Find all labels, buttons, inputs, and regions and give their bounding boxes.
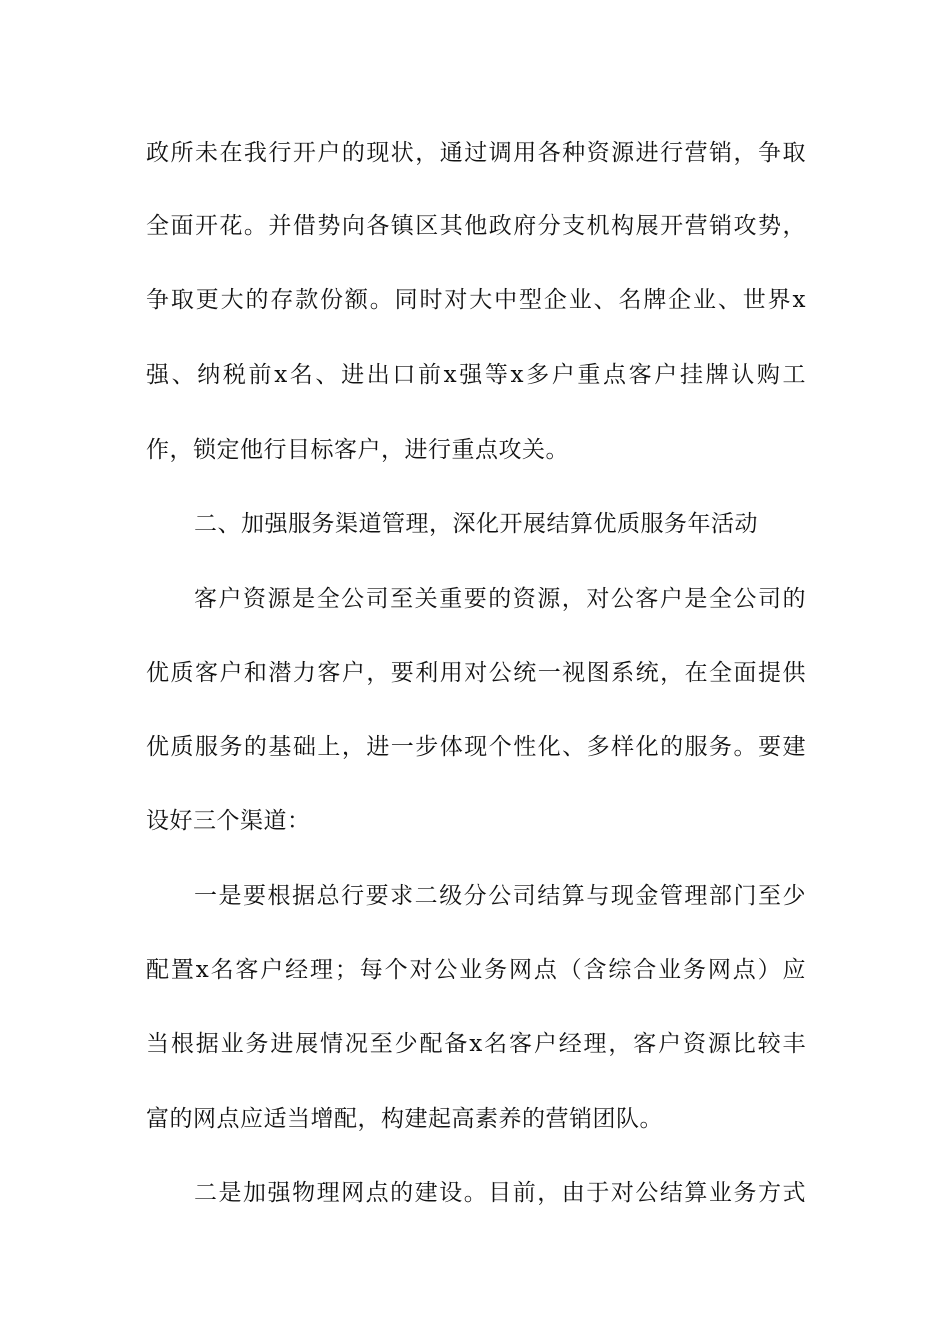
paragraph-line-12: 当根据业务进展情况至少配备x名客户经理，客户资源比较丰 (146, 1031, 806, 1057)
paragraph-line-3: 争取更大的存款份额。同时对大中型企业、名牌企业、世界x (146, 287, 806, 313)
paragraph-line-5: 作，锁定他行目标客户，进行重点攻关。 (146, 437, 569, 463)
paragraph-line-14: 二是加强物理网点的建设。目前，由于对公结算业务方式 (194, 1180, 806, 1206)
paragraph-line-8: 优质服务的基础上，进一步体现个性化、多样化的服务。要建 (146, 734, 806, 760)
paragraph-line-6: 客户资源是全公司至关重要的资源，对公客户是全公司的 (194, 586, 806, 612)
paragraph-line-7: 优质客户和潜力客户，要利用对公统一视图系统，在全面提供 (146, 660, 806, 686)
section-heading: 二、加强服务渠道管理，深化开展结算优质服务年活动 (194, 511, 758, 537)
paragraph-line-11: 配置x名客户经理；每个对公业务网点（含综合业务网点）应 (146, 957, 806, 983)
paragraph-line-4: 强、纳税前x名、进出口前x强等x多户重点客户挂牌认购工 (146, 362, 806, 388)
paragraph-line-9: 设好三个渠道： (146, 808, 311, 834)
paragraph-line-13: 富的网点应适当增配，构建起高素养的营销团队。 (146, 1106, 663, 1132)
paragraph-line-1: 政所未在我行开户的现状，通过调用各种资源进行营销，争取 (146, 140, 806, 166)
paragraph-line-2: 全面开花。并借势向各镇区其他政府分支机构展开营销攻势， (146, 213, 806, 239)
paragraph-line-10: 一是要根据总行要求二级分公司结算与现金管理部门至少 (194, 883, 806, 909)
